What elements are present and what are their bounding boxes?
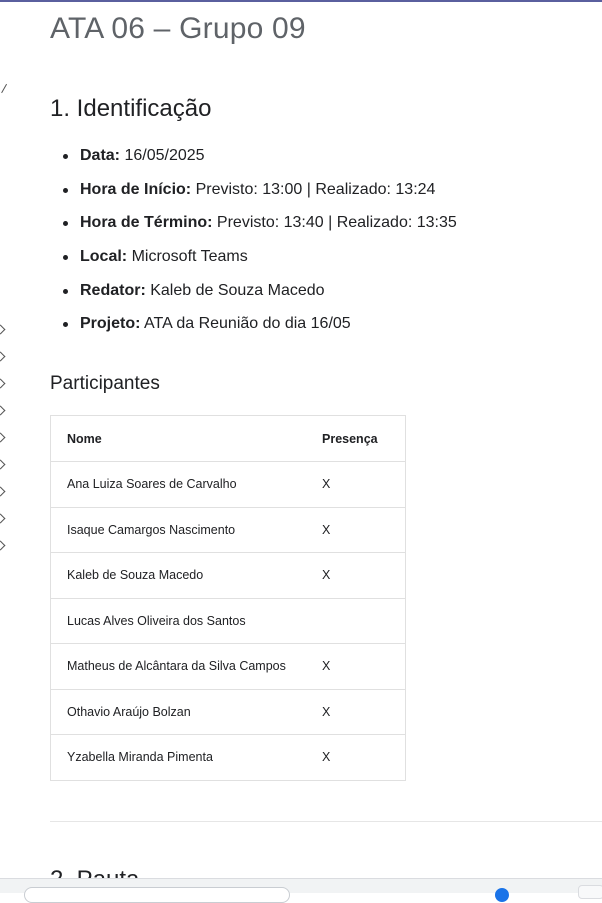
status-dot-icon[interactable] [495,888,509,902]
participants-table [50,415,406,781]
list-item-data [50,144,457,178]
table-row [51,735,406,781]
identification-list [50,144,457,346]
item-label: Hora de Início: [80,180,192,198]
chevron-right-icon[interactable] [0,460,5,470]
item-value: Kaleb de Souza Macedo [145,281,325,299]
table-row [51,689,406,735]
table-header-row [51,416,406,462]
item-value: 16/05/2025 [120,147,205,164]
column-header-presenca: Presença [306,416,406,462]
participant-name: Matheus de Alcântara da Silva Campos [51,644,307,690]
chevron-right-icon[interactable] [0,325,5,335]
outline-markers [0,0,8,892]
participant-name: Ana Luiza Soares de Carvalho [51,462,307,508]
chevron-right-icon[interactable] [0,433,5,443]
chevron-right-icon[interactable] [0,541,5,551]
bottom-action-button[interactable] [578,885,602,899]
chevron-right-icon[interactable] [0,406,5,416]
table-row [51,598,406,644]
chevron-right-icon[interactable] [0,379,5,389]
table-row [51,462,406,508]
list-item-local [50,245,457,279]
participant-presence: X [306,689,406,735]
item-label: Hora de Término: [80,214,213,232]
participant-name: Kaleb de Souza Macedo [51,553,307,599]
participant-presence: X [306,462,406,508]
list-item-hora-inicio [50,178,457,212]
item-value: Previsto: 13:00 | Realizado: 13:24 [191,180,436,198]
table-row [51,507,406,553]
top-accent-bar [0,0,602,2]
item-value: ATA da Reunião do dia 16/05 [140,315,351,333]
participant-name: Yzabella Miranda Pimenta [51,735,307,781]
participant-presence: X [306,507,406,553]
section-heading-identificacao: 1. Identificação [50,95,212,122]
checkmark-icon [0,81,7,93]
item-label: Redator: [80,281,146,299]
chevron-right-icon[interactable] [0,514,5,524]
participant-presence: X [306,553,406,599]
participant-name: Othavio Araújo Bolzan [51,689,307,735]
chevron-right-icon[interactable] [0,352,5,362]
item-label: Data: [80,147,121,164]
list-item-redator [50,279,457,313]
participant-name: Isaque Camargos Nascimento [51,507,307,553]
section-heading-participantes: Participantes [50,373,160,394]
list-item-hora-termino [50,211,457,245]
bottom-toolbar [0,878,602,893]
bottom-search-field[interactable] [24,887,290,903]
participant-presence: X [306,735,406,781]
participant-presence: X [306,644,406,690]
item-value: Previsto: 13:40 | Realizado: 13:35 [212,214,457,232]
list-item-projeto [50,312,457,346]
participant-presence [306,598,406,644]
section-divider [50,821,602,822]
document-title: ATA 06 – Grupo 09 [50,12,306,45]
table-row [51,553,406,599]
item-value: Microsoft Teams [127,248,248,266]
column-header-nome: Nome [51,416,307,462]
participant-name: Lucas Alves Oliveira dos Santos [51,598,307,644]
table-row [51,644,406,690]
chevron-right-icon[interactable] [0,487,5,497]
item-label: Projeto: [80,315,141,333]
item-label: Local: [80,248,128,266]
